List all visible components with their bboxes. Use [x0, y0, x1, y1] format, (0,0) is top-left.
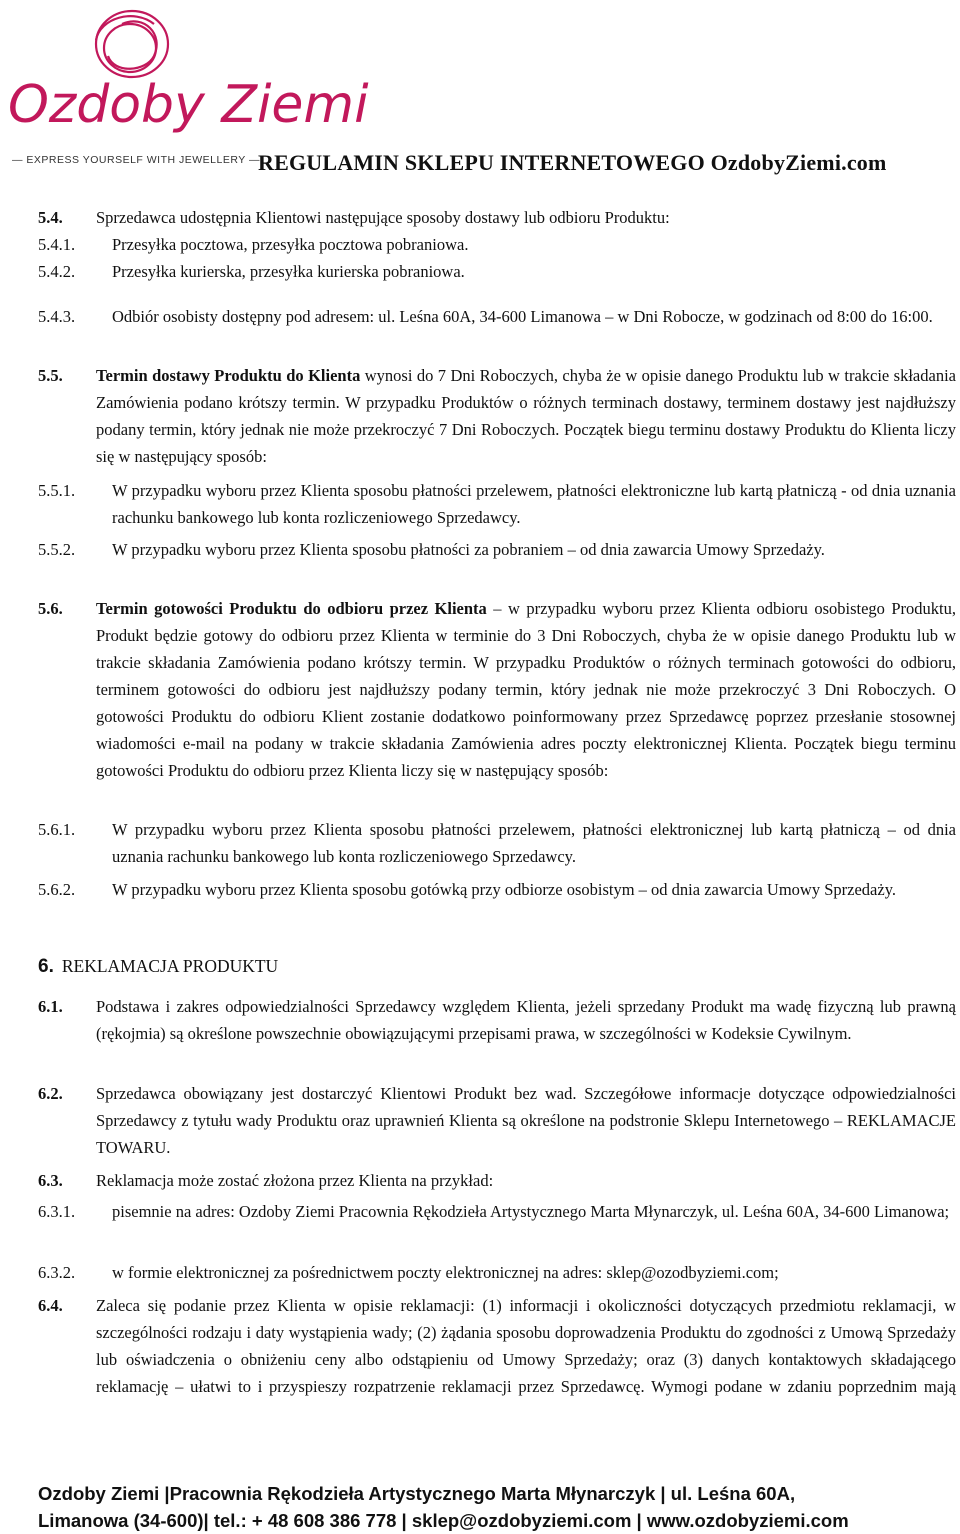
clause-text: Podstawa i zakres odpowiedzialności Sprzedawcy względem Klienta, jeżeli sprzedany Produkt ma wadę fizyczną lub prawną (rękojmia) są określone powszechnie obowiązującymi przepisami prawa, w szczególności w Kodeksie Cywilnym.: [96, 997, 956, 1043]
clause-text: [96, 362, 956, 470]
clause-number: 5.6.1.: [38, 820, 76, 839]
clause-number: 6.4.: [38, 1296, 63, 1315]
clause-number: 5.6.: [38, 599, 63, 618]
clause-number: 5.6.2.: [38, 880, 76, 899]
clause-text: [96, 595, 956, 784]
clause-text: Przesyłka pocztowa, przesyłka pocztowa pobraniowa.: [112, 235, 469, 254]
clause-text: Sprzedawca obowiązany jest dostarczyć Klientowi Produkt bez wad. Szczegółowe informacje dotyczące odpowiedzialności Sprzedawcy z tytułu wady Produktu oraz uprawnień Klienta są określone na podstronie Sklepu Internetowego – REKLAMACJE TOWARU.: [96, 1084, 956, 1157]
clause-text: pisemnie na adres: Ozdoby Ziemi Pracownia Rękodzieła Artystycznego Marta Młynarczyk, ul. Leśna 60A, 34-600 Limanowa;: [112, 1202, 950, 1221]
clause-number: 5.4.: [38, 208, 63, 227]
clause-text: Odbiór osobisty dostępny pod adresem: ul. Leśna 60A, 34-600 Limanowa – w Dni Robocze, w godzinach od 8:00 do 16:00.: [112, 307, 933, 326]
clause-number: 5.4.2.: [38, 262, 76, 281]
clause-text: Sprzedawca udostępnia Klientowi następujące sposoby dostawy lub odbioru Produktu:: [96, 208, 670, 227]
clause-number: 6.3.: [38, 1171, 63, 1190]
clause-number: 5.5.1.: [38, 481, 76, 500]
clause-text: w formie elektronicznej za pośrednictwem poczty elektronicznej na adres: sklep@ozodbyziemi.com;: [112, 1263, 779, 1282]
svg-text:Ozdoby Ziemi: Ozdoby Ziemi: [8, 75, 369, 135]
clause-number: 6.3.2.: [38, 1263, 76, 1282]
section-number: 6.: [38, 956, 54, 977]
brand-logo-graphic: [4, 4, 369, 154]
clause-text: Zaleca się podanie przez Klienta w opisie reklamacji: (1) informacji i okoliczności dotyczących przedmiotu reklamacji, w szczególności rodzaju i daty wystąpienia wady; (2) żądania sposobu doprowadzenia Produktu do zgodności z Umową Sprzedaży lub oświadczenia o obniżeniu ceny albo odstąpieniu od Umowy Sprzedaży; oraz (3) danych kontaktowych składającego reklamację – ułatwi to i przyspieszy rozpatrzenie reklamacji przez Sprzedawcę. Wymogi podane w zdaniu poprzednim mają: [96, 1296, 956, 1396]
clause-lead: Termin dostawy Produktu do Klienta: [96, 366, 361, 385]
footer-line-contact: Limanowa (34-600)| tel.: + 48 608 386 778 | sklep@ozdobyziemi.com | www.ozdobyziemi.com: [38, 1510, 849, 1531]
clause-text: Przesyłka kurierska, przesyłka kurierska pobraniowa.: [112, 262, 465, 281]
clause-text: W przypadku wyboru przez Klienta sposobu płatności za pobraniem – od dnia zawarcia Umowy Sprzedaży.: [112, 540, 825, 559]
document-title: REGULAMIN SKLEPU INTERNETOWEGO OzdobyZiemi.com: [258, 150, 887, 175]
clause-body: wynosi do 7 Dni Roboczych, chyba że w opisie danego Produktu lub w trakcie składania Zamówienia podano krótszy termin. W przypadku Produktów o różnych terminach dostawy, terminem dostawy jest najdłuższy podany termin, który jednak nie może przekroczyć 7 Dni Roboczych. Początek biegu terminu dostawy Produktu do Klienta liczy się w następujący sposób:: [96, 366, 956, 466]
clause-text: W przypadku wyboru przez Klienta sposobu płatności przelewem, płatności elektronicznej lub kartą płatniczą – od dnia uznania rachunku bankowego lub konta rozliczeniowego Sprzedawcy.: [112, 820, 956, 866]
clause-text: W przypadku wyboru przez Klienta sposobu gotówką przy odbiorze osobistym – od dnia zawarcia Umowy Sprzedaży.: [112, 880, 896, 899]
clause-number: 5.5.2.: [38, 540, 76, 559]
clause-text: W przypadku wyboru przez Klienta sposobu płatności przelewem, płatności elektroniczne lub kartą płatniczą - od dnia uznania rachunku bankowego lub konta rozliczeniowego Sprzedawcy.: [112, 481, 956, 527]
page-footer: [38, 1480, 938, 1534]
clause-number: 5.4.3.: [38, 307, 76, 326]
section-title: REKLAMACJA PRODUKTU: [61, 956, 279, 976]
footer-line-address: Ozdoby Ziemi |Pracownia Rękodzieła Artystycznego Marta Młynarczyk | ul. Leśna 60A,: [38, 1483, 796, 1504]
clause-body: – w przypadku wyboru przez Klienta odbioru osobistego Produktu, Produkt będzie gotowy do odbioru przez Klienta w terminie do 3 Dni Roboczych, chyba że w opisie danego Produktu lub w trakcie składania Zamówienia podano krótszy termin. W przypadku Produktów o różnych terminach gotowości do odbioru, terminem gotowości do odbioru jest najdłuższy podany termin, który jednak nie może przekroczyć 3 Dni Roboczych. O gotowości Produktu do odbioru Klient zostanie dodatkowo poinformowany przez Sprzedawcę poprzez przesłanie stosownej wiadomości e-mail na podany w trakcie składania Zamówienia adres poczty elektronicznej Klienta. Początek biegu terminu gotowości Produktu do odbioru przez Klienta liczy się w następujący sposób:: [96, 599, 956, 780]
brand-tagline: — EXPRESS YOURSELF WITH JEWELLERY —: [12, 154, 260, 166]
clause-number: 6.1.: [38, 997, 63, 1016]
clause-number: 5.4.1.: [38, 235, 76, 254]
clause-number: 5.5.: [38, 366, 63, 385]
clause-number: 6.2.: [38, 1084, 63, 1103]
clause-number: 6.3.1.: [38, 1202, 76, 1221]
brand-logo: [4, 4, 369, 174]
clause-lead: Termin gotowości Produktu do odbioru przez Klienta: [96, 599, 487, 618]
section-heading: [38, 956, 278, 978]
clause-text: Reklamacja może zostać złożona przez Klienta na przykład:: [96, 1171, 494, 1190]
